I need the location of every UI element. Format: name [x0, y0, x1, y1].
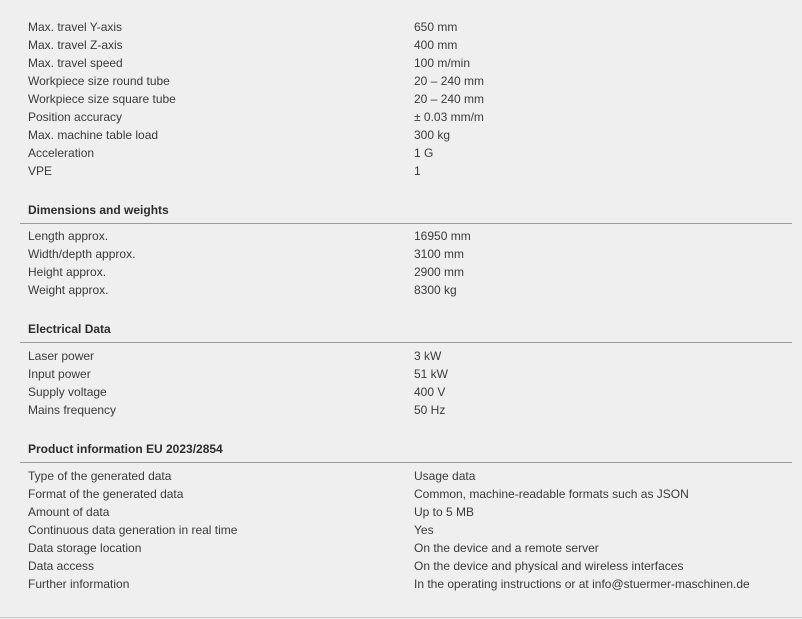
spec-label: Workpiece size round tube	[28, 74, 170, 88]
spec-section-dimensions	[0, 227, 792, 299]
spec-label: Workpiece size square tube	[28, 92, 176, 106]
spec-value: In the operating instructions or at info@stuermer-maschinen.de	[414, 577, 750, 591]
spec-label: Weight approx.	[28, 283, 109, 297]
spec-row	[0, 575, 792, 593]
spec-label: Acceleration	[28, 146, 95, 160]
section-heading-product-info: Product information EU 2023/2854	[28, 442, 223, 456]
spec-row	[0, 126, 792, 144]
spec-section-electrical	[0, 347, 792, 419]
spec-label: Type of the generated data	[28, 469, 172, 483]
spec-label: Height approx.	[28, 265, 107, 279]
spec-row	[0, 54, 792, 72]
spec-value: 2900 mm	[414, 265, 465, 279]
spec-row	[0, 557, 792, 575]
spec-row	[0, 539, 792, 557]
spec-section-general	[0, 18, 792, 180]
spec-value: On the device and a remote server	[414, 541, 599, 555]
spec-label: Max. travel Y-axis	[28, 20, 123, 34]
spec-row	[0, 485, 792, 503]
spec-row	[0, 18, 792, 36]
spec-value: 3100 mm	[414, 247, 465, 261]
spec-label: VPE	[28, 164, 53, 178]
spec-value: Common, machine-readable formats such as JSON	[414, 487, 689, 501]
spec-label: Laser power	[28, 349, 95, 363]
spec-label: Position accuracy	[28, 110, 123, 124]
spec-value: 51 kW	[414, 367, 449, 381]
spec-label: Input power	[28, 367, 91, 381]
spec-row	[0, 263, 792, 281]
spec-value: On the device and physical and wireless interfaces	[414, 559, 684, 573]
spec-row	[0, 503, 792, 521]
spec-value: ± 0.03 mm/m	[414, 110, 484, 124]
spec-label: Width/depth approx.	[28, 247, 136, 261]
spec-row	[0, 467, 792, 485]
spec-label: Length approx.	[28, 229, 109, 243]
section-divider	[20, 342, 792, 343]
spec-row	[0, 72, 792, 90]
spec-value: Usage data	[414, 469, 476, 483]
spec-label: Data storage location	[28, 541, 142, 555]
spec-label: Continuous data generation in real time	[28, 523, 238, 537]
spec-label: Max. machine table load	[28, 128, 159, 142]
spec-value: 20 – 240 mm	[414, 74, 485, 88]
spec-value: 300 kg	[414, 128, 451, 142]
section-heading-dimensions: Dimensions and weights	[28, 203, 169, 217]
spec-value: 400 mm	[414, 38, 458, 52]
spec-row	[0, 108, 792, 126]
spec-label: Data access	[28, 559, 95, 573]
spec-row	[0, 36, 792, 54]
spec-value: Up to 5 MB	[414, 505, 475, 519]
page-bottom-border	[0, 617, 802, 618]
spec-label: Supply voltage	[28, 385, 107, 399]
spec-row	[0, 245, 792, 263]
section-heading-electrical: Electrical Data	[28, 322, 111, 336]
spec-value: 1	[414, 164, 421, 178]
spec-label: Mains frequency	[28, 403, 117, 417]
spec-row	[0, 365, 792, 383]
spec-label: Max. travel Z-axis	[28, 38, 123, 52]
spec-row	[0, 383, 792, 401]
spec-value: 3 kW	[414, 349, 442, 363]
spec-value: 8300 kg	[414, 283, 457, 297]
spec-row	[0, 347, 792, 365]
section-divider	[20, 462, 792, 463]
spec-section-product-info	[0, 467, 792, 593]
spec-row	[0, 144, 792, 162]
spec-label: Further information	[28, 577, 130, 591]
spec-row	[0, 227, 792, 245]
section-divider	[20, 223, 792, 224]
spec-value: 100 m/min	[414, 56, 471, 70]
spec-row	[0, 401, 792, 419]
spec-row	[0, 521, 792, 539]
spec-value: 650 mm	[414, 20, 458, 34]
spec-label: Format of the generated data	[28, 487, 184, 501]
spec-row	[0, 281, 792, 299]
spec-row	[0, 162, 792, 180]
spec-value: 50 Hz	[414, 403, 446, 417]
spec-value: 400 V	[414, 385, 446, 399]
spec-label: Amount of data	[28, 505, 110, 519]
spec-value: 16950 mm	[414, 229, 471, 243]
spec-value: 20 – 240 mm	[414, 92, 485, 106]
spec-value: Yes	[414, 523, 434, 537]
spec-label: Max. travel speed	[28, 56, 123, 70]
spec-row	[0, 90, 792, 108]
spec-value: 1 G	[414, 146, 434, 160]
